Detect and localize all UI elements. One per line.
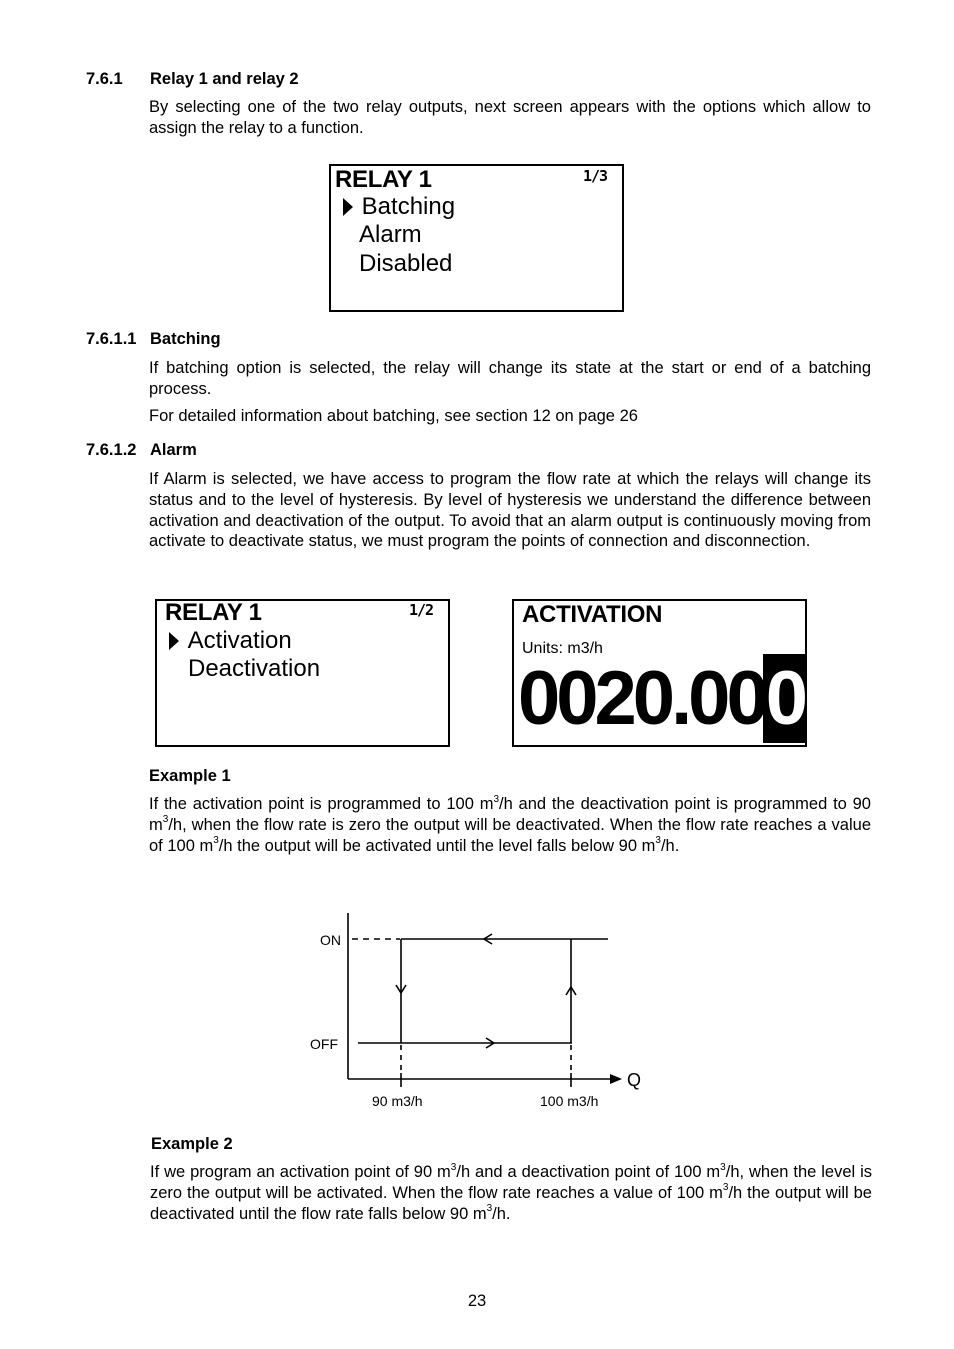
page-number: 23 bbox=[467, 1292, 487, 1310]
section-number: 7.6.1.2 bbox=[86, 441, 137, 459]
selection-arrow-icon bbox=[343, 198, 353, 216]
example-2-title: Example 2 bbox=[151, 1135, 233, 1153]
lcd-menu-item-deactivation[interactable]: Deactivation bbox=[188, 655, 321, 682]
lcd-menu-item-batching[interactable]: Batching bbox=[343, 193, 455, 221]
lcd-menu-item-disabled[interactable]: Disabled bbox=[359, 250, 453, 277]
tick-label-90: 90 m3/h bbox=[372, 1093, 423, 1109]
section-title: Batching bbox=[150, 330, 221, 348]
edit-cursor-digit: 0 bbox=[765, 656, 805, 741]
example-2-text: If we program an activation point of 90 $m^3/h$ and a deactivation point of 100 $m^3/h$, when the level is zero the output will be activated. When the flow rate reaches a value of 100 $m^3/h$ the output will be deactivated until the flow rate falls below 90 $m^3/h$. bbox=[150, 1161, 873, 1223]
lcd-menu-item-alarm[interactable]: Alarm bbox=[359, 221, 422, 248]
lcd-activation-screen bbox=[512, 599, 807, 747]
lcd-page-indicator: 1/2 bbox=[409, 601, 434, 619]
section-number: 7.6.1.1 bbox=[86, 330, 137, 348]
section-7-6-1-2-heading bbox=[0, 441, 954, 463]
units-value: m3/h bbox=[567, 640, 603, 657]
off-label: OFF bbox=[310, 1036, 338, 1052]
lcd-title: ACTIVATION bbox=[522, 601, 663, 628]
activation-value[interactable]: 0020.000 bbox=[518, 656, 805, 741]
example-1-text: If the activation point is programmed to 100 $m^3/h$ and the deactivation point is programmed to 90 $m^3/h$, when the flow rate is zero the output will be deactivated. When the flow rate reaches a value of 100 $m^3/h$ the output will be activated until the level falls below 90 $m^3/h$. bbox=[149, 793, 871, 855]
lcd-relay-menu-2 bbox=[155, 599, 450, 747]
selection-arrow-icon bbox=[169, 632, 179, 650]
hysteresis-diagram bbox=[300, 905, 660, 1115]
section-number: 7.6.1 bbox=[86, 70, 123, 88]
lcd-menu-item-activation[interactable]: Activation bbox=[169, 627, 292, 655]
batching-text-2: For detailed information about batching, see section 12 on page 26 bbox=[149, 407, 638, 425]
units-label: Units: bbox=[522, 640, 563, 657]
section-7-6-1-text: By selecting one of the two relay outputs, next screen appears with the options which allow to assign the relay to a function. bbox=[149, 98, 871, 137]
x-axis-arrow-icon bbox=[610, 1074, 622, 1084]
section-7-6-1-1-heading bbox=[0, 330, 954, 352]
on-label: ON bbox=[320, 932, 341, 948]
section-title: Relay 1 and relay 2 bbox=[150, 70, 299, 88]
tick-label-100: 100 m3/h bbox=[540, 1093, 599, 1109]
batching-text-1: If batching option is selected, the relay will change its state at the start or end of a batching process. bbox=[149, 359, 871, 398]
section-7-6-1-heading bbox=[0, 70, 954, 92]
q-axis-label: Q bbox=[627, 1070, 642, 1090]
section-title: Alarm bbox=[150, 441, 197, 459]
alarm-text: If Alarm is selected, we have access to program the flow rate at which the relays will change its status and to the level of hysteresis. By level of hysteresis we understand the difference between activation and deactivation of the output. To avoid that an alarm output is continuously moving from activate to deactivate status, we must program the points of connection and disconnection. bbox=[149, 470, 871, 551]
example-1-title: Example 1 bbox=[149, 767, 231, 785]
lcd-title: RELAY 1 bbox=[165, 599, 262, 626]
lcd-page-indicator: 1/3 bbox=[583, 167, 608, 185]
lcd-relay-menu-1 bbox=[329, 164, 624, 312]
lcd-title: RELAY 1 bbox=[335, 166, 432, 193]
